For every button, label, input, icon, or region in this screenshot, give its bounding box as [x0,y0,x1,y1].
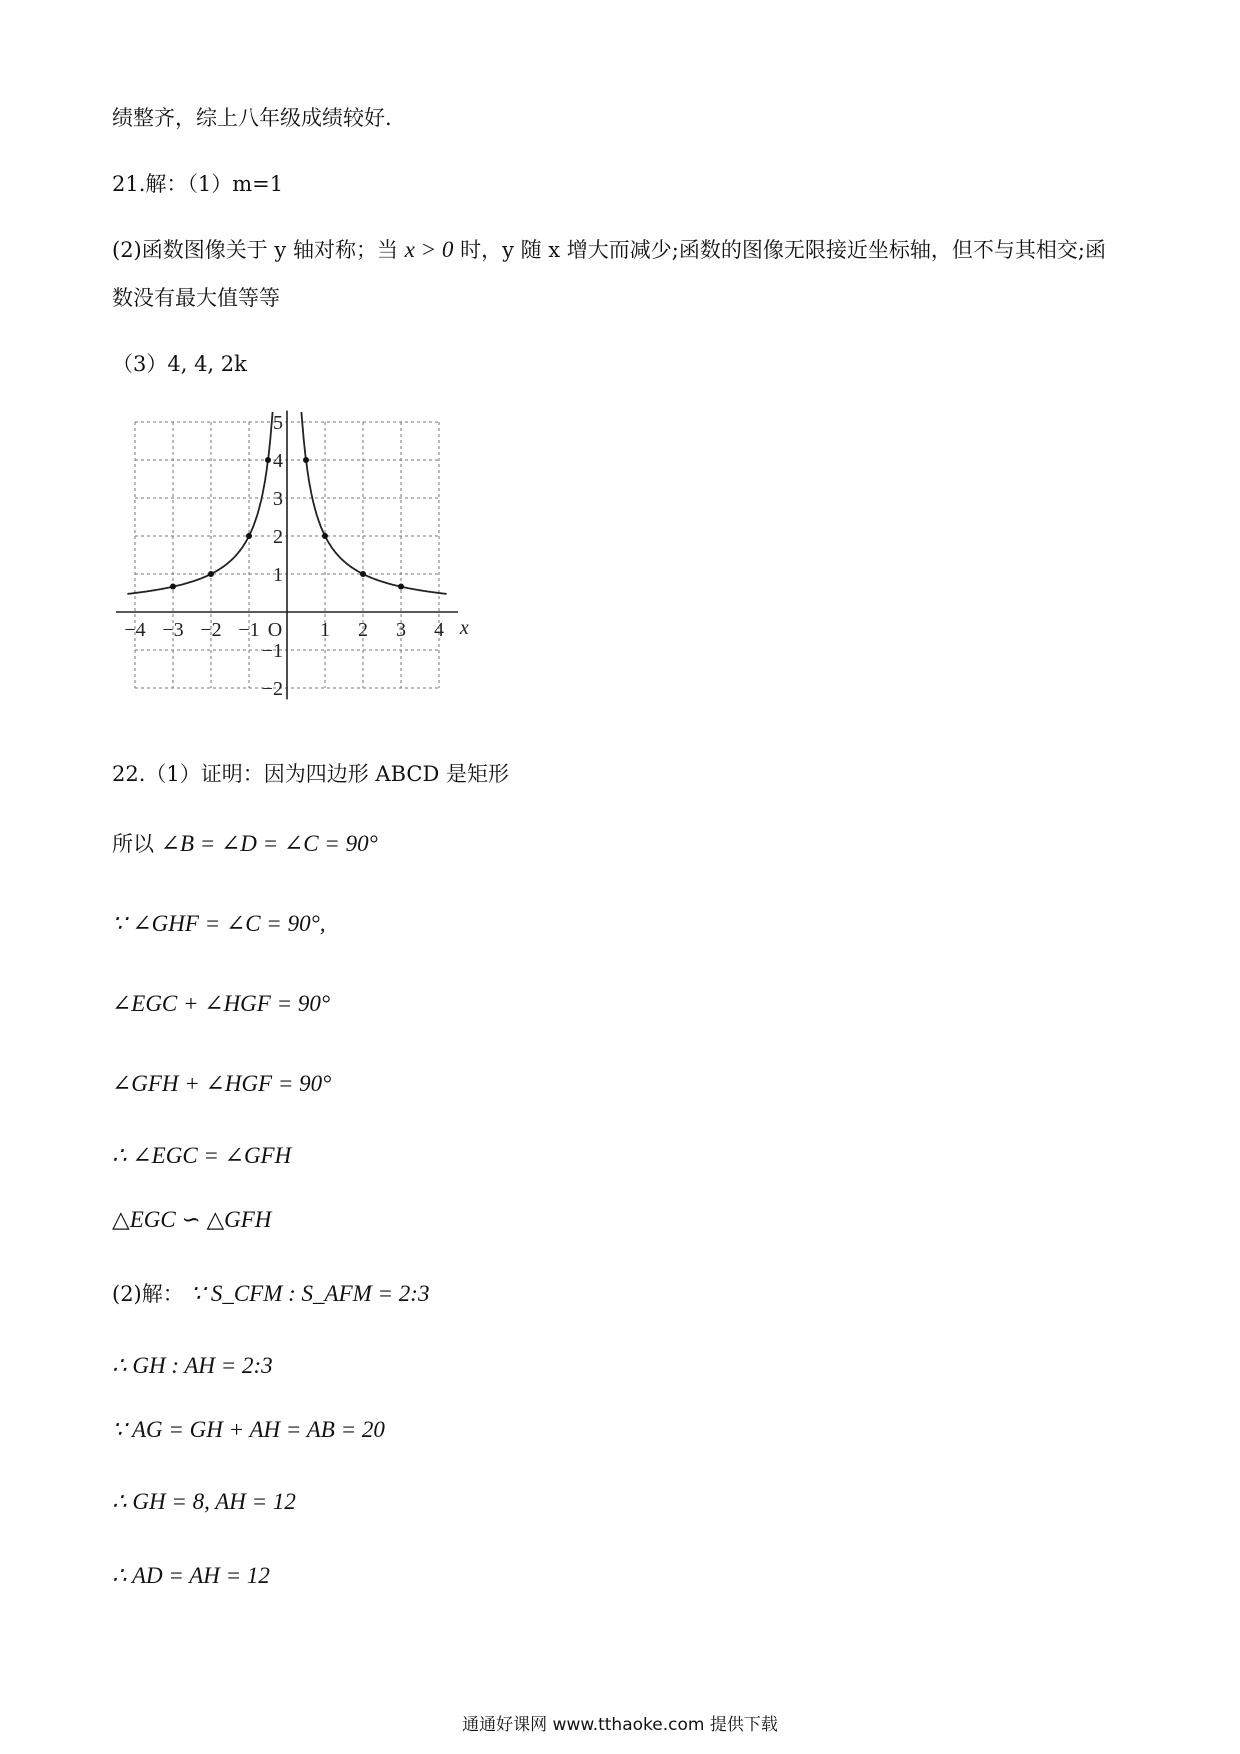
x-tick-label: −4 [124,619,146,641]
math-line-12 [112,1280,429,1308]
y-tick-label: 5 [273,412,283,434]
curve-point [246,533,252,539]
x-tick-label: −3 [162,619,184,641]
curve-point [360,571,366,577]
curve-point [303,457,309,463]
curve-point [208,571,214,577]
math-line-similar: △EGC ∽ △GFH [112,1207,272,1232]
math-line-11: ∴ ∠EGC = ∠GFH [112,1143,292,1168]
curve-left-branch [127,412,272,594]
x-tick-label: 1 [320,619,330,641]
question-21-part2 [112,236,1106,264]
graph-tick-labels [124,412,469,700]
graph-axes [116,411,458,700]
math-line-9: ∠EGC + ∠HGF = 90° [112,991,331,1016]
area-ratio-math: ∵ S_CFM : S_AFM = 2:3 [190,1281,430,1306]
angles-equal-math: ∠B = ∠D = ∠C = 90° [160,831,378,856]
x-axis-label: x [459,617,469,639]
prefix-text-2: (2)解： [112,1282,184,1306]
y-tick-label: −1 [261,640,283,662]
y-tick-label: 3 [273,488,283,510]
x-tick-label: 2 [358,619,368,641]
curve-point [322,533,328,539]
math-line-15: ∴ GH = 8, AH = 12 [112,1489,296,1514]
math-line-7 [112,830,378,858]
text-line-1: 绩整齐，综上八年级成绩较好. [112,106,392,130]
math-line-16: ∴ AD = AH = 12 [112,1563,270,1588]
x-tick-label: O [267,619,283,641]
math-line-10: ∠GFH + ∠HGF = 90° [112,1071,332,1096]
math-line-14: ∵ AG = GH + AH = AB = 20 [112,1417,385,1442]
y-tick-label: −2 [261,678,283,700]
x-tick-label: −2 [200,619,222,641]
footer: 通通好课网 www.tthaoke.com 提供下载 [462,1715,778,1735]
prefix-text: 所以 [112,832,154,856]
question-21-part2-cont: 数没有最大值等等 [112,286,280,310]
question-21-part1: 21.解：（1）m=1 [112,172,284,196]
condition-math: x > 0 [404,237,454,262]
math-line-13: ∴ GH : AH = 2:3 [112,1353,273,1378]
part2-text-b: 时，y 随 x 增大而减少;函数的图像无限接近坐标轴，但不与其相交;函 [460,238,1106,262]
x-tick-label: 3 [396,619,406,641]
question-22-part1: 22.（1）证明：因为四边形 ABCD 是矩形 [112,762,509,786]
y-tick-label: 4 [273,450,283,472]
curve-point [170,584,176,590]
question-21-part3: （3）4, 4, 2k [112,352,247,376]
function-graph [112,400,492,720]
part2-text-a: (2)函数图像关于 y 轴对称；当 [112,238,398,262]
curve-right-branch [301,412,446,594]
math-line-8: ∵ ∠GHF = ∠C = 90°, [112,911,326,936]
x-tick-label: −1 [238,619,260,641]
y-tick-label: 2 [273,526,283,548]
y-tick-label: 1 [273,564,283,586]
curve-point [265,457,271,463]
curve-point [398,584,404,590]
x-tick-label: 4 [434,619,444,641]
